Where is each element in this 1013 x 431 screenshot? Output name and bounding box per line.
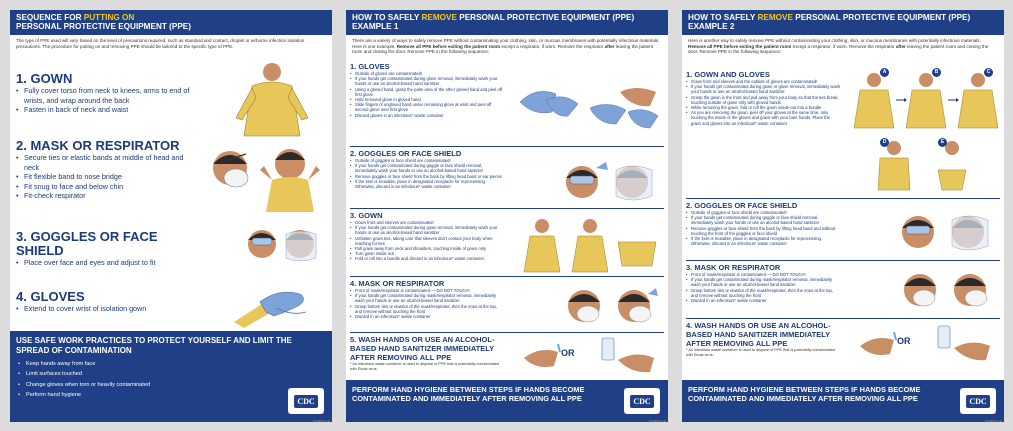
section-mask: 3. MASK OR RESPIRATOR • Front of mask/respirator is contaminated — DO NOT TOUCH! • If your hands get contaminated during mask/respirator removal, immediately wash your hands or use an alcohol-based hand sanitizer • Grasp bottom ties or elastics of the mask/respirator, then the ones at the top, and remove without touching the front • Discard in an infectious* waste container: [686, 260, 1000, 303]
step-label-a: A: [880, 68, 889, 77]
mask-illustration: [202, 140, 322, 212]
goggles-removal-illustration: [896, 206, 996, 254]
safe-work-practices-box: USE SAFE WORK PRACTICES TO PROTECT YOURSELF AND LIMIT THE SPREAD OF CONTAMINATION • Keep hands away from face • Limit surfaces touched • Change gloves when torn or heavily contaminated • Perform hand hygiene CDC: [10, 331, 332, 422]
mask-removal-illustration: [560, 282, 660, 330]
document-code: CS250672-E: [312, 419, 330, 422]
section-mask: 2. MASK OR RESPIRATOR • Secure ties or elastic bands at middle of head and neck • Fit flexible band to nose bridge • Fit snug to face and below chin • Fit-check respirator: [16, 139, 196, 201]
glove-removal-illustration: [516, 72, 661, 138]
gown-illustration: [230, 58, 315, 138]
section-gown: 3. GOWN • Gown front and sleeves are contaminated! • If your hands get contaminated during gown removal, immediately wash your hands or use an alcohol-based hand sanitizer • Unfasten gown ties, taking care that sleeves don't contact your body when reaching for ties • Pull gown away from neck and shoulders, touching inside of gown only • Turn gown inside out • Fold or roll into a bundle and discard in an infectious* waste container: [350, 208, 664, 262]
poster-title: HOW TO SAFELY REMOVE PERSONAL PROTECTIVE EQUIPMENT (PPE) EXAMPLE 2: [682, 10, 1004, 35]
intro-text: Here is another way to safely remove PPE without contaminating your clothing, skin, or mucous membranes with potentially infectious materials. Remove all PPE before exiting the patient room except a respirator, if worn. Remove the respirator after leaving the patient room and closing the door. Remove PPE in the following sequence:: [688, 38, 989, 55]
gown-removal-illustration: [522, 216, 662, 274]
section-goggles: 2. GOGGLES OR FACE SHIELD • Outside of goggles or face shield are contaminated! • If your hands get contaminated during goggle or face shield removal, immediately wash your hands or use an alcohol-based hand sanitizer • Remove goggles or face shield from the back by lifting head band or ear pieces • If the item is reusable, place in designated receptacle for reprocessing. Otherwise, discard in an infectious* waste container: [350, 146, 664, 189]
section-gloves: 4. GLOVES • Extend to cover wrist of isolation gown: [16, 290, 196, 314]
step-label-c: C: [984, 68, 993, 77]
section-mask: 4. MASK OR RESPIRATOR • Front of mask/respirator is contaminated — DO NOT TOUCH! • If your hands get contaminated during mask/respirator removal, immediately wash your hands or use an alcohol-based hand sanitizer • Grasp bottom ties or elastics of the mask/respirator, then the ones at the top, and remove without touching the front • Discard in an infectious* waste container: [350, 276, 664, 319]
hand-washing-illustration: [514, 334, 664, 378]
poster-remove-ppe-example-2: [682, 10, 1004, 422]
section-gloves: 1. GLOVES • Outside of gloves are contaminated! • If your hands get contaminated during glove removal, immediately wash your hands or use an alcohol-based hand sanitizer • Using a gloved hand, grasp the palm area of the other gloved hand and peel off first glove • Hold removed glove in gloved hand • Slide fingers of ungloved hand under remaining glove at wrist and peel off second glove over first glove • Discard gloves in an infectious* waste container: [350, 60, 664, 118]
step-label-e: E: [938, 138, 947, 147]
goggles-removal-illustration: [560, 156, 660, 204]
document-code: CS250672-E: [984, 419, 1002, 422]
section-hand-hygiene: 4. WASH HANDS OR USE AN ALCOHOL-BASED HAND SANITIZER IMMEDIATELY AFTER REMOVING ALL PPE * An infectious waste container is used to dispose of PPE that is potentially contaminated with Ebola virus.: [686, 318, 1000, 357]
poster-remove-ppe-example-1: [346, 10, 668, 422]
intro-text: The type of PPE used will vary based on the level of precautions required, such as standard and contact, droplet or airborne infection isolation precautions. The procedure for putting on and removing PPE should be tailored to the specific type of PPE.: [16, 38, 305, 49]
cdc-logo: CDC: [960, 388, 996, 414]
hand-hygiene-banner: PERFORM HAND HYGIENE BETWEEN STEPS IF HANDS BECOME CONTAMINATED AND IMMEDIATELY AFTER REMOVING ALL PPE CDC: [346, 380, 668, 422]
poster-title: HOW TO SAFELY REMOVE PERSONAL PROTECTIVE EQUIPMENT (PPE) EXAMPLE 1: [346, 10, 668, 35]
step-label-b: B: [932, 68, 941, 77]
poster-title: SEQUENCE FOR PUTTING ON PERSONAL PROTECTIVE EQUIPMENT (PPE): [10, 10, 332, 35]
mask-removal-illustration: [896, 266, 996, 314]
cdc-logo: CDC: [288, 388, 324, 414]
or-label: OR: [897, 336, 911, 346]
section-gown: 1. GOWN • Fully cover torso from neck to knees, arms to end of wrists, and wrap around the back • Fasten in back of neck and waist: [16, 72, 196, 115]
cdc-logo: CDC: [624, 388, 660, 414]
intro-text: There are a variety of ways to safely remove PPE without contaminating your clothing, skin, or mucous membranes with potentially infectious materials. Here is one example. Remove all PPE before exiting the patient room except a respirator, if worn. Remove the respirator after leaving the patient room and closing the door. Remove PPE in the following sequence:: [352, 38, 660, 55]
gown-and-gloves-removal-illustration: [852, 70, 1000, 192]
section-goggles: 3. GOGGLES OR FACE SHIELD • Place over face and eyes and adjust to fit: [16, 230, 196, 268]
gloves-illustration: [232, 282, 312, 330]
step-label-d: D: [880, 138, 889, 147]
section-goggles: 2. GOGGLES OR FACE SHIELD • Outside of goggles or face shield are contaminated! • If your hands get contaminated during goggle or face shield removal, immediately wash your hands or use an alcohol-based hand sanitizer • Remove goggles or face shield from the back by lifting head band and without touching the front of the goggles or face shield • If the item is reusable, place in designated receptacle for reprocessing. Otherwise, discard in an infectious* waste container: [686, 198, 1000, 246]
document-code: CS250672-E: [648, 419, 666, 422]
section-hand-hygiene: 5. WASH HANDS OR USE AN ALCOHOL-BASED HAND SANITIZER IMMEDIATELY AFTER REMOVING ALL PPE * An infectious waste container is used to dispose of PPE that is potentially contaminated with Ebola virus.: [350, 332, 664, 371]
goggles-illustration: [242, 218, 322, 264]
poster-putting-on-ppe: [10, 10, 332, 422]
hand-hygiene-banner: PERFORM HAND HYGIENE BETWEEN STEPS IF HANDS BECOME CONTAMINATED AND IMMEDIATELY AFTER REMOVING ALL PPE CDC: [682, 380, 1004, 422]
hand-washing-illustration: [850, 322, 1000, 366]
or-label: OR: [561, 348, 575, 358]
section-gown-and-gloves: 1. GOWN AND GLOVES • Gown front and sleeves and the outside of gloves are contaminated! • If your hands get contaminated during gown or glove removal, immediately wash your hands or use an alcohol-based hand sanitizer • Grasp the gown in the front and pull away from your body so that the ties break, touching outside of gown only with gloved hands • While removing the gown, fold or roll the gown inside-out into a bundle • As you are removing the gown, peel off your gloves at the same time, only touching the inside of the gloves and gown with your bare hands. Place the gown and gloves into an infectious* waste container: [686, 68, 1000, 126]
